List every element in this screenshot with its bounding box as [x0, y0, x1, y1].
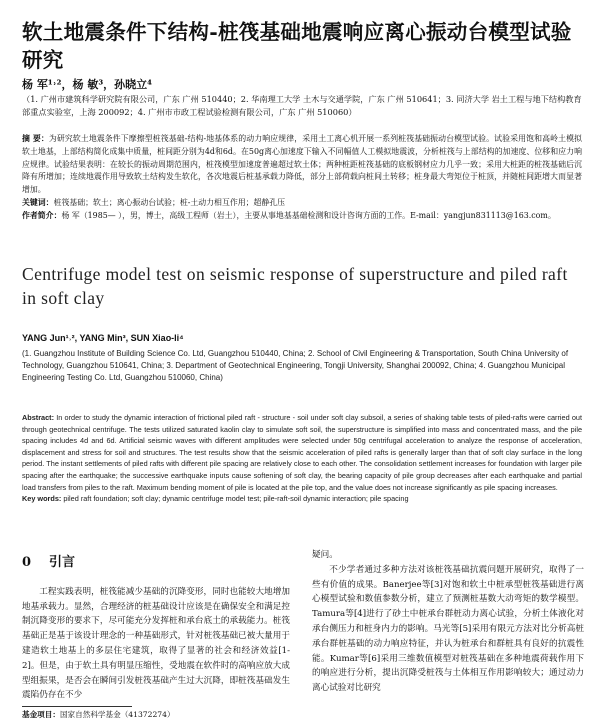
section-title: 引言	[49, 555, 76, 570]
chinese-keywords	[22, 197, 582, 210]
english-keywords-label: Key words:	[22, 494, 62, 504]
english-keywords	[22, 493, 582, 505]
footnote-rule	[22, 706, 132, 707]
section-heading	[22, 556, 290, 571]
funding-label: 基金项目：	[22, 710, 60, 719]
chinese-author-info	[22, 210, 582, 223]
english-title: Centrifuge model test on seismic response of superstructure and piled raft in soft clay	[22, 264, 568, 308]
funding-footnote	[22, 709, 175, 720]
chinese-author-text: 杨 军（1985— ），男，博士，高级工程师（岩土），主要从事地基基础检测和设计咨询方面的工作。E-mail：yangjun831113@163.com。	[61, 210, 556, 220]
body-left-column	[22, 550, 290, 703]
chinese-author-label: 作者简介：	[22, 210, 62, 220]
intro-paragraph-1: 工程实践表明，桩筏能减少基础的沉降变形，同时也能较大地增加地基承载力。显然，合理经济的桩基础设计应该是在确保安全和满足控制沉降变形的要求下，尽可能充分发挥桩和承台底土的承载能力。桩筏基础正是基于该设计理念的一种基础形式，针对桩筏基础已被大量用于建造软土地基上的多层住宅建筑，取得了显著的社会和经济效益[1-2]。但是，由于软土具有明显压缩性，受地震在软件时的高响应放大成型组振果，是否会在瞬间引发桩筏基础产生过大沉降，即桩筏基础发生震陷仍存在不少	[22, 586, 290, 701]
english-abstract-block	[22, 412, 582, 505]
intro-paragraph-continued: 疑问。	[312, 550, 338, 560]
chinese-abstract-label: 摘 要：	[22, 134, 49, 143]
chinese-keywords-label: 关键词：	[22, 197, 54, 207]
chinese-abstract-block	[22, 133, 582, 223]
body-right-column	[312, 548, 584, 696]
funding-text: 国家自然科学基金（41372274）	[59, 710, 175, 719]
english-abstract-text: In order to study the dynamic interaction of frictional piled raft - structure - soil under soft clay subsoil, a series of shaking table tests of piled-rafts were carried out through geotechnical centrifuge. The tests utilized saturated kaolin clay to simulate soft soil, the superstructure is simplified into mass and concentrated mass, and the pile spacing includes 4d and 6d. Artificial seismic waves with different amplitudes were selected under 50g centrifugal acceleration to analyze the response of acceleration, displacement and stress for soil and structures. The test results show that the seismic acceleration of piled rafts is generally larger than that of soft clay surface in the long period. The instant settlements of piled rafts with different pile spacing are relatively close to each other. The consolidation settlement increases for foundation with larger pile spacing after the earthquake; the successive earthquake inputs cause softening of soft clay, the bearing capacity of pile group decreases after each earthquake and partial load transfers from piles to the raft. Maximum bending moment of pile is located at the pile top, and the value does not increase significantly as pile spacing increases.	[22, 413, 582, 492]
intro-paragraph-2: 不少学者通过多种方法对该桩筏基础抗震问题开展研究，取得了一些有价值的成果。Banerjee等[3]对饱和软土中桩承型桩筏基础进行离心模型试验和数值参数分析，建立了预测桩基数大动弯矩的数学模型。Tamura等[4]进行了砂土中桩承台群桩动力离心试验，分析土体液化对承台侧压力和桩身内力的影响。马光等[5]采用有限元方法对比分析高桩承台群桩基础的动力响应特征，并认为桩承台和群桩具有良好的抗震性能。Kumar等[6]采用三维数值模型对桩筏基础在多种地震荷载作用下的响应进行分析，提出沉降受桩筏与土体相互作用影响较大；通过动力离心试验对比研究	[312, 564, 584, 694]
chinese-affiliation: （1. 广州市建筑科学研究院有限公司，广东 广州 510440；2. 华南理工大学 土木与交通学院，广东 广州 510641；3. 同济大学 岩土工程与地下结构教育部重点实验室，上海 200092；4. 广州市市政工程试验检测有限公司，广东 广州 510060）	[22, 94, 582, 117]
chinese-keywords-text: 桩筏基础；软土；离心振动台试验；桩-土动力相互作用；超静孔压	[53, 197, 286, 207]
english-abstract	[22, 412, 582, 493]
english-affiliation: (1. Guangzhou Institute of Building Science Co. Ltd, Guangzhou 510440, China; 2. School of Civil Engineering & Transportation, South China University of Technology, Guangzhou 510641, China; 3. Department of Geotechnical Engineering, Tongji University, Shanghai 200092, China; 4. Guangzhou Municipal Engineering Testing Co. Ltd, Guangzhou 510060, China)	[22, 349, 569, 382]
chinese-abstract-text: 为研究软土地震条件下摩擦型桩筏基础-结构-地基体系的动力响应规律，采用土工离心机开展一系列桩筏基础振动台模型试验。试验采用饱和高岭土模拟软土地基，上部结构简化成集中质量，桩间距分别为4d和6d。在50g离心加速度下输入不同幅值人工模拟地震波，分析桩筏与上部结构的加速度、位移和应力响应规律。试验结果表明：在较长的振动周期范围内，桩筏模型加速度普遍超过软土体；两种桩距桩筏基础的底板钢材应力几乎一致；采用大桩距的桩筏基础后沉降有所增加；连续地震作用导致软土结构发生软化，各次地震后桩基承载力降低，部分上部荷载向桩间土转移；桩身最大弯矩位于桩顶，并随桩间距增大而显著增加。	[22, 134, 582, 195]
section-number: 0	[22, 555, 32, 570]
english-keywords-text: piled raft foundation; soft clay; dynamic centrifuge model test; pile-raft-soil dynamic interaction; pile spacing	[63, 494, 409, 504]
english-abstract-label: Abstract:	[22, 413, 55, 422]
chinese-title: 软土地震条件下结构-桩筏基础地震响应离心振动台模型试验研究	[22, 20, 572, 72]
chinese-abstract	[22, 133, 582, 197]
chinese-authors: 杨 军¹˒²，杨 敏³，孙晓立⁴	[22, 78, 152, 91]
english-authors: YANG Jun¹˒², YANG Min³, SUN Xiao-li⁴	[22, 333, 184, 343]
